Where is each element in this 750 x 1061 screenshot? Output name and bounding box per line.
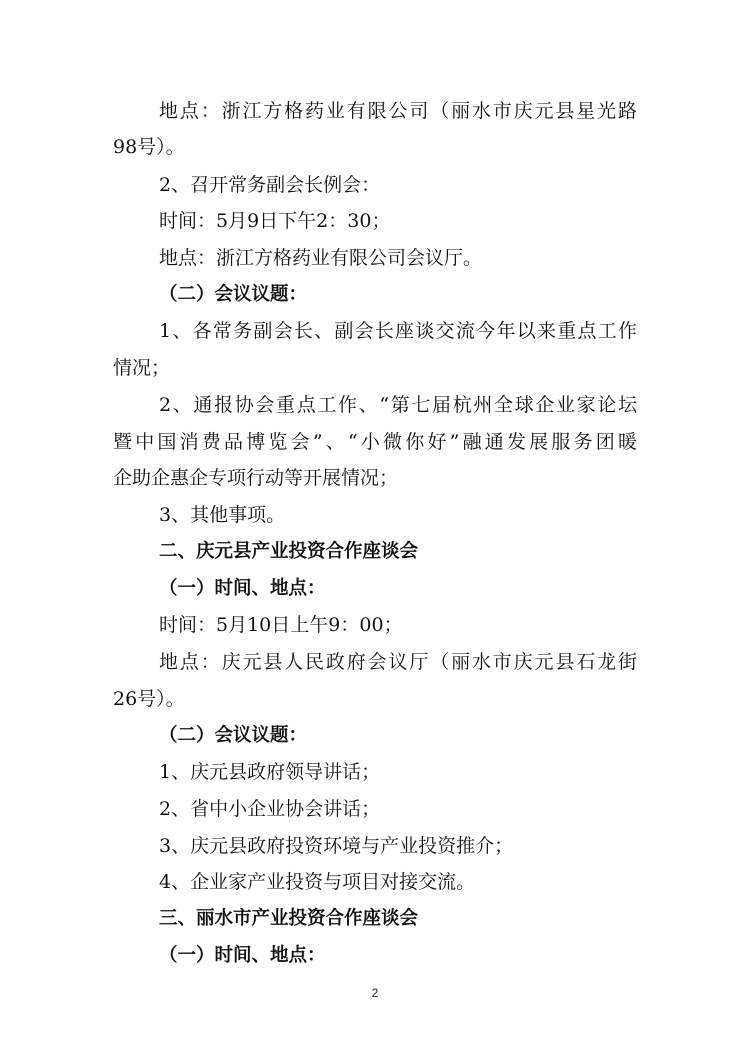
venue-line-1: 地点：浙江方格药业有限公司（丽水市庆元县星光路 bbox=[159, 100, 637, 122]
venue-line-1-continued: 98号）。 bbox=[113, 136, 185, 158]
subsection-heading-time-place-3: （一）时间、地点： bbox=[159, 945, 326, 966]
agenda-1-item-3: 3、其他事项。 bbox=[159, 504, 286, 526]
venue-line-3-continued: 26号）。 bbox=[113, 688, 185, 710]
subsection-heading-agenda-2: （二）会议议题： bbox=[159, 725, 308, 746]
time-line-2: 时间：5月10日上午9：00； bbox=[159, 614, 403, 636]
section-heading-3: 三、丽水市产业投资合作座谈会 bbox=[159, 908, 419, 929]
agenda-1-item-2-continued: 暨中国消费品博览会”、“小微你好”融通发展服务团暖 bbox=[113, 431, 637, 453]
section-heading-2: 二、庆元县产业投资合作座谈会 bbox=[159, 541, 419, 562]
agenda-1-item-2: 2、通报协会重点工作、“第七届杭州全球企业家论坛 bbox=[159, 394, 637, 416]
agenda-1-item-1: 1、各常务副会长、副会长座谈交流今年以来重点工作 bbox=[159, 320, 637, 342]
agenda-1-item-2-continued-2: 企助企惠企专项行动等开展情况； bbox=[113, 467, 399, 489]
subsection-heading-time-place-2: （一）时间、地点： bbox=[159, 578, 326, 599]
agenda-2-item-2: 2、省中小企业协会讲话； bbox=[159, 798, 381, 820]
agenda-2-item-4: 4、企业家产业投资与项目对接交流。 bbox=[159, 871, 476, 893]
venue-line-2: 地点：浙江方格药业有限公司会议厅。 bbox=[159, 247, 483, 269]
agenda-2-item-1: 1、庆元县政府领导讲话； bbox=[159, 761, 381, 783]
page-number: 2 bbox=[371, 986, 379, 1000]
venue-line-3: 地点：庆元县人民政府会议厅（丽水市庆元县石龙街 bbox=[159, 651, 637, 673]
time-line-1: 时间：5月9日下午2：30； bbox=[159, 210, 391, 232]
agenda-1-item-1-continued: 情况； bbox=[113, 357, 171, 379]
agenda-2-item-3: 3、庆元县政府投资环境与产业投资推介； bbox=[159, 835, 514, 857]
item-2-heading: 2、召开常务副会长例会： bbox=[159, 174, 381, 196]
subsection-heading-agenda-1: （二）会议议题： bbox=[159, 284, 308, 305]
